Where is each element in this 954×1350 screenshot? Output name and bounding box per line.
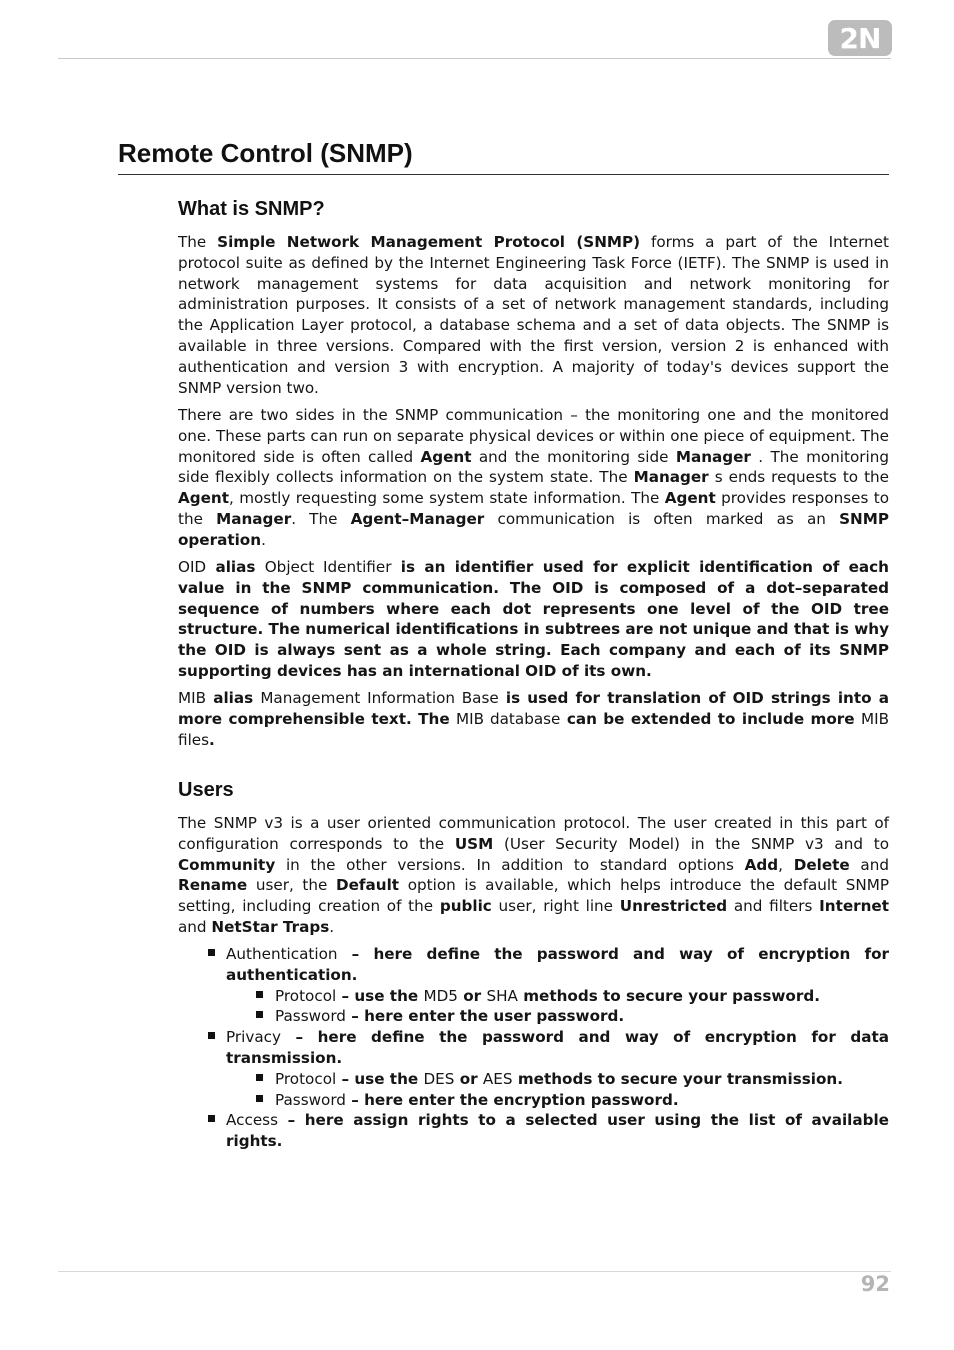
bold-term: – here enter the user password. (345, 1007, 625, 1026)
bold-term: Internet (819, 897, 889, 916)
text-run: . The monitoring side flexibly collects information on the system state. The (178, 447, 889, 487)
paragraph-snmp-sides (178, 405, 889, 551)
text-run: option is available, which helps introduce the default SNMP setting, including creation of the (178, 876, 889, 916)
text-run: Privacy (226, 1028, 281, 1047)
bold-term: public (439, 897, 492, 916)
paragraph-oid (178, 557, 889, 682)
bold-term: Agent (664, 489, 716, 508)
text-run: forms a part of the Internet protocol suite as defined by the Internet Engineering Task Force (IETF). The SNMP is used in network management systems for data acquisition and network monitoring for administration purposes. It consists of a set of network management standards, including the Application Layer protocol, a database schema and a set of data objects. The SNMP is available in three versions. Compared with the first version, version 2 is enhanced with authentication and version 3 with encryption. A majority of today's devices support the SNMP version two. (178, 233, 889, 397)
bold-term: methods to secure your password. (517, 986, 820, 1005)
text-run: communication is often marked as an (484, 509, 840, 528)
text-run: Object Identifier (264, 558, 392, 576)
page-title: Remote Control (SNMP) (118, 138, 413, 168)
section-heading-what-is-snmp: What is SNMP? (178, 198, 325, 220)
company-logo (828, 20, 892, 56)
bold-term: is used for translation of OID strings into a more comprehensible text. The (178, 689, 889, 728)
list-item-authentication (178, 944, 889, 986)
bold-term: Default (336, 876, 400, 895)
text-run: and the monitoring side (471, 447, 676, 466)
bold-term: – here assign rights to a selected user using the list of available rights. (226, 1111, 889, 1151)
text-run: and (849, 855, 890, 874)
header-rule (58, 58, 891, 59)
text-run: MD5 (423, 986, 458, 1005)
text-run: AES (482, 1069, 513, 1088)
text-run: (User Security Model) in the SNMP v3 and to (493, 834, 889, 853)
text-run: in the other versions. In addition to standard options (275, 855, 745, 874)
list-item-privacy-password (178, 1090, 889, 1111)
logo-text: 2N (839, 21, 881, 55)
bold-term: Agent (420, 447, 472, 466)
bold-term: SNMP operation (178, 509, 889, 549)
text-run: s ends requests to the (708, 468, 890, 487)
text-run: DES (423, 1069, 455, 1088)
text-run: Protocol (275, 1069, 337, 1088)
text-run: and filters (727, 897, 820, 916)
bold-term: Agent (178, 489, 229, 508)
text-run: Password (275, 1090, 346, 1109)
bold-term: Simple Network Management Protocol (SNMP) (217, 233, 641, 251)
bold-term: or (454, 1069, 483, 1088)
bold-term: or (457, 986, 487, 1005)
text-run: . (261, 530, 266, 549)
text-run: and (178, 917, 212, 936)
bold-term: – use the (336, 986, 424, 1005)
section-heading-users: Users (178, 779, 234, 801)
text-run: . (329, 917, 335, 936)
bold-term: . (209, 730, 215, 749)
text-run: Management Information Base (260, 689, 499, 707)
bold-term: USM (454, 834, 494, 853)
bold-term: – here enter the encryption password. (345, 1090, 679, 1109)
bold-term: Manager (675, 447, 751, 466)
bold-term: Manager (216, 509, 292, 528)
text-run: , (778, 855, 794, 874)
bold-term: is an identifier used for explicit identification of each value in the SNMP communication. The OID is composed of a dot–separated sequence of numbers where each dot represents one level of the OID tree structure. The numerical identifications in subtrees are not unique and that is why the OID is always sent as a whole string. Each company and each of its SNMP supporting devices has an international OID of its own. (178, 558, 889, 680)
footer-rule (58, 1271, 891, 1272)
text-run: MIB (178, 689, 207, 707)
text-run: user, right line (491, 897, 620, 916)
text-run: Password (275, 1007, 346, 1026)
bold-term: – here define the password and way of encryption for data transmission. (226, 1028, 889, 1067)
text-run: The SNMP v3 is a user oriented communication protocol. The user created in this part of configuration corresponds to the (178, 814, 889, 853)
list-item-access (178, 1110, 889, 1152)
bold-term: Agent–Manager (350, 509, 485, 528)
text-run: OID (178, 558, 207, 576)
paragraph-snmp-intro (178, 232, 889, 398)
bold-term: Rename (178, 876, 248, 895)
bold-term: can be extended to include more (560, 709, 861, 728)
bold-term: Community (178, 855, 276, 874)
text-run: provides responses to the (178, 489, 889, 528)
bold-term: alias (206, 689, 261, 707)
bold-term: methods to secure your transmission. (512, 1069, 844, 1088)
bold-term: – use the (336, 1069, 424, 1088)
bold-term: Delete (793, 855, 850, 874)
page-number: 92 (860, 1272, 890, 1296)
text-run: user, the (247, 876, 337, 895)
text-run: MIB files (178, 709, 890, 749)
text-run: SHA (486, 986, 518, 1005)
bold-term: – here define the password and way of encryption for authentication. (226, 945, 889, 984)
bold-term: Manager (633, 468, 709, 487)
text-run: There are two sides in the SNMP communication – the monitoring one and the monitored one. These parts can run on separate physical devices or within one piece of equipment. The monitored side is often called (178, 406, 889, 466)
text-run: Authentication (226, 945, 338, 963)
list-item-privacy (178, 1027, 889, 1069)
bold-term: Add (744, 855, 779, 874)
paragraph-mib (178, 688, 889, 750)
list-item-privacy-protocol (178, 1069, 889, 1090)
paragraph-users (178, 813, 889, 938)
text-run: , mostly requesting some system state information. The (229, 489, 665, 508)
title-rule (118, 174, 889, 175)
bold-term: NetStar Traps (211, 917, 330, 936)
users-options-list (178, 944, 889, 1152)
list-item-auth-password (178, 1006, 889, 1027)
text-run: Access (226, 1111, 278, 1130)
bold-term: Unrestricted (619, 897, 728, 916)
text-run: MIB database (456, 709, 561, 728)
text-run: Protocol (275, 986, 337, 1005)
bold-term: alias (206, 558, 265, 576)
text-run: The (178, 233, 218, 251)
text-run: . The (291, 509, 351, 528)
list-item-auth-protocol (178, 986, 889, 1007)
